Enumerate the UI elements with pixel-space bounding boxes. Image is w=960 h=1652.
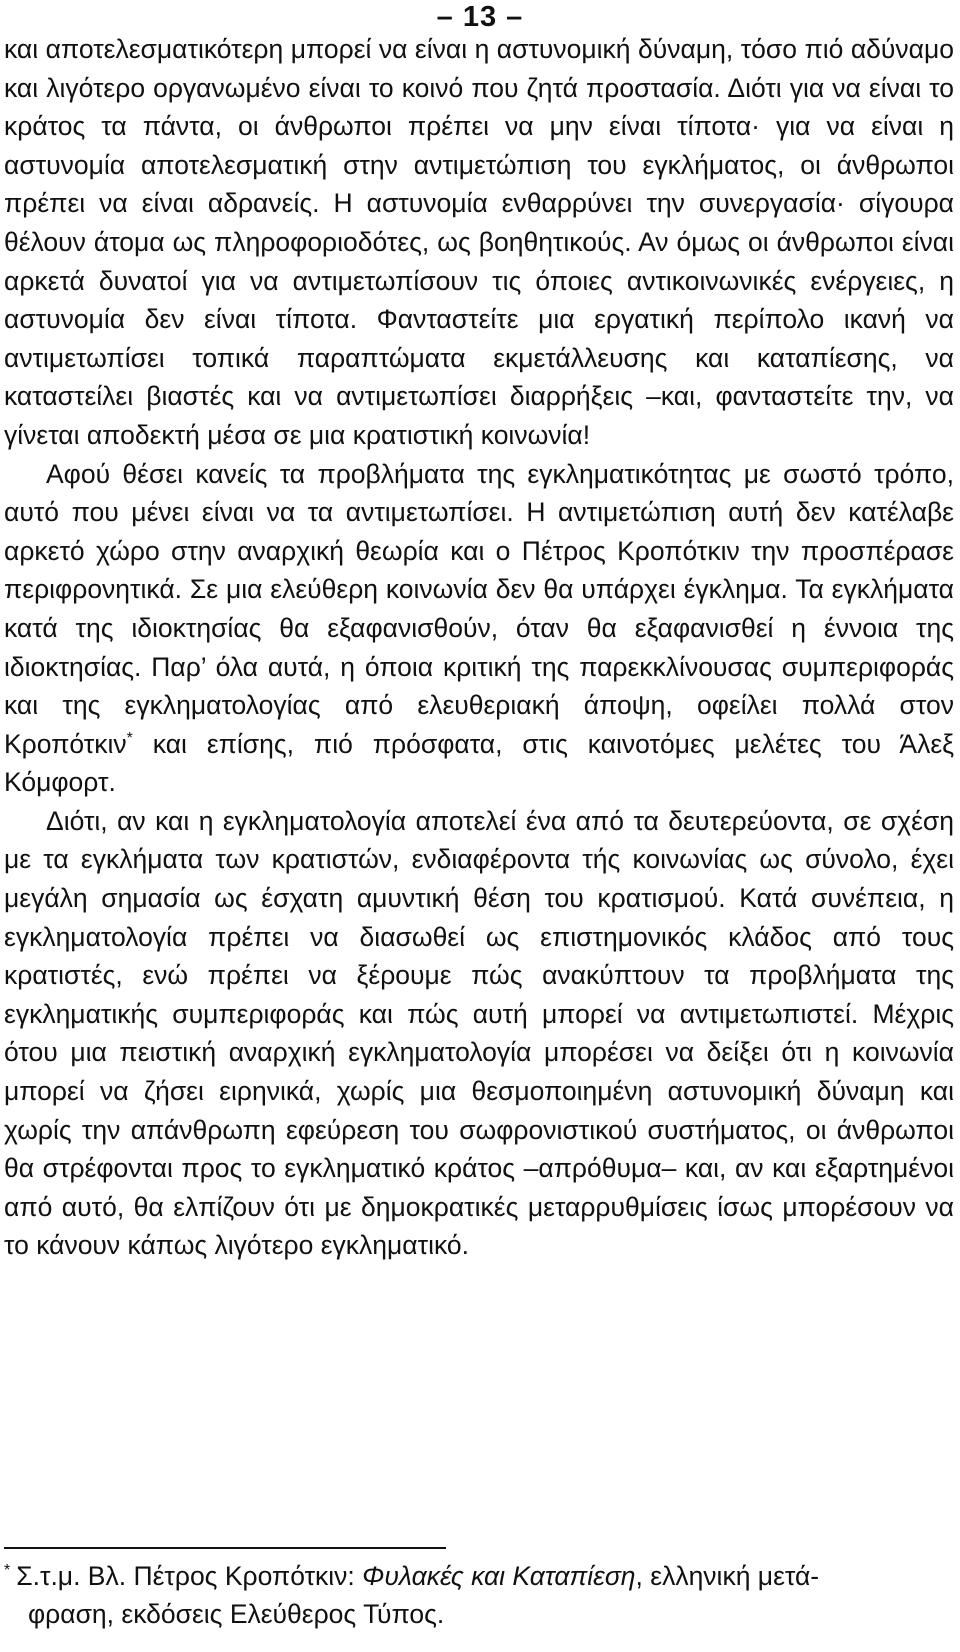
footnote-line-2: φραση, εκδόσεις Ελεύθερος Τύπος. [28,1599,445,1629]
footnote-suffix: , ελληνική μετά- [635,1561,820,1591]
paragraph-2-text-before: Αφού θέσει κανείς τα προβλήματα της εγκληματικότητας με σωστό τρόπο, αυτό που μένει είναι να τα αντιμετωπίσει. Η αντιμετώπιση αυτή δεν κατέλαβε αρκετό χώρο στην αναρχική θεωρία και ο Πέτρος Κροπότκιν την προσπέρασε περιφρονητικά. Σε μια ελεύθερη κοινωνία δεν θα υπάρχει έγκλημα. Τα εγκλήματα κατά της ιδιοκτησίας θα εξαφανισθούν, όταν θα εξαφανισθεί η έννοια της ιδιοκτησίας. Παρ’ όλα αυτά, η όποια κριτική της παρεκκλίνουσας συμπεριφοράς και της εγκληματολογίας από ελευθεριακή άποψη, οφείλει πολλά στον Κροπότκιν [4,458,954,759]
paragraph-3: Διότι, αν και η εγκληματολογία αποτελεί ένα από τα δευτερεύοντα, σε σχέση με τα εγκλήματα των κρατιστών, ενδιαφέροντα τής κοινωνίας ως σύνολο, έχει μεγάλη σημασία ως έσχατη αμυντική θέση του κρατισμού. Κατά συνέπεια, η εγκληματολογία πρέπει να διασωθεί ως επιστημονικός κλάδος από τους κρατιστές, ενώ πρέπει να ξέρουμε πώς ανακύπτουν τα προβλήματα της εγκληματικής συμπεριφοράς και πώς αυτή μπορεί να αντιμετωπιστεί. Μέχρις ότου μια πειστική αναρχική εγκληματολογία μπορέσει να δείξει ότι η κοινωνία μπορεί να ζήσει ειρηνικά, χωρίς μια θεσμοποιημένη αστυνομική δύναμη και χωρίς την απάνθρωπη εφεύρεση του σωφρονιστικού συστήματος, οι άνθρωποι θα στρέφονται προς το εγκληματικό κράτος –απρόθυμα– και, αν και εξαρτημένοι από αυτό, θα ελπίζουν ότι με δημοκρατικές μεταρρυθμίσεις ίσως μπορέσουν να το κάνουν κάπως λιγότερο εγκληματικό. [4,805,954,1261]
footnote-mark: * [4,1562,11,1580]
footnote-separator [4,1547,446,1549]
footnote [4,1557,954,1633]
page-number: – 13 – [436,1,524,33]
paragraph-1: και αποτελεσματικότερη μπορεί να είναι η αστυνομική δύναμη, τόσο πιό αδύναμο και λιγότερο οργανωμένο είναι το κοινό που ζητά προστασία. Διότι για να είναι το κράτος τα πάντα, οι άνθρωποι πρέπει να μην είναι τίποτα· για να είναι η αστυνομία αποτελεσματική στην αντιμετώπιση του εγκλήματος, οι άνθρωποι πρέπει να είναι αδρανείς. Η αστυνομία ενθαρρύνει την συνεργασία· σίγουρα θέλουν άτομα ως πληροφοριοδότες, ως βοηθητικούς. Αν όμως οι άνθρωποι είναι αρκετά δυνατοί για να αντιμετωπίσουν τις όποιες αντικοινωνικές ενέργειες, η αστυνομία δεν είναι τίποτα. Φανταστείτε μια εργατική περίπολο ικανή να αντιμετωπίσει τοπικά παραπτώματα εκμετάλλευσης και καταπίεσης, να καταστείλει βιαστές και να αντιμετωπίσει διαρρήξεις –και, φανταστείτε την, να γίνεται αποδεκτή μέσα σε μια κρατιστική κοινωνία! [4,34,954,450]
footnote-book-title: Φυλακές και Καταπίεση [362,1561,636,1591]
footnote-line-1 [4,1557,954,1595]
paragraph-2-text-after: και επίσης, πιό πρόσφατα, στις καινοτόμες μελέτες του Άλεξ Κόμφορτ. [4,728,954,798]
footnote-prefix: Σ.τ.μ. Βλ. Πέτρος Κροπότκιν: [16,1561,363,1591]
paragraph-2 [4,455,954,802]
body-text [4,30,954,1265]
footnote-reference-mark: * [126,729,133,747]
